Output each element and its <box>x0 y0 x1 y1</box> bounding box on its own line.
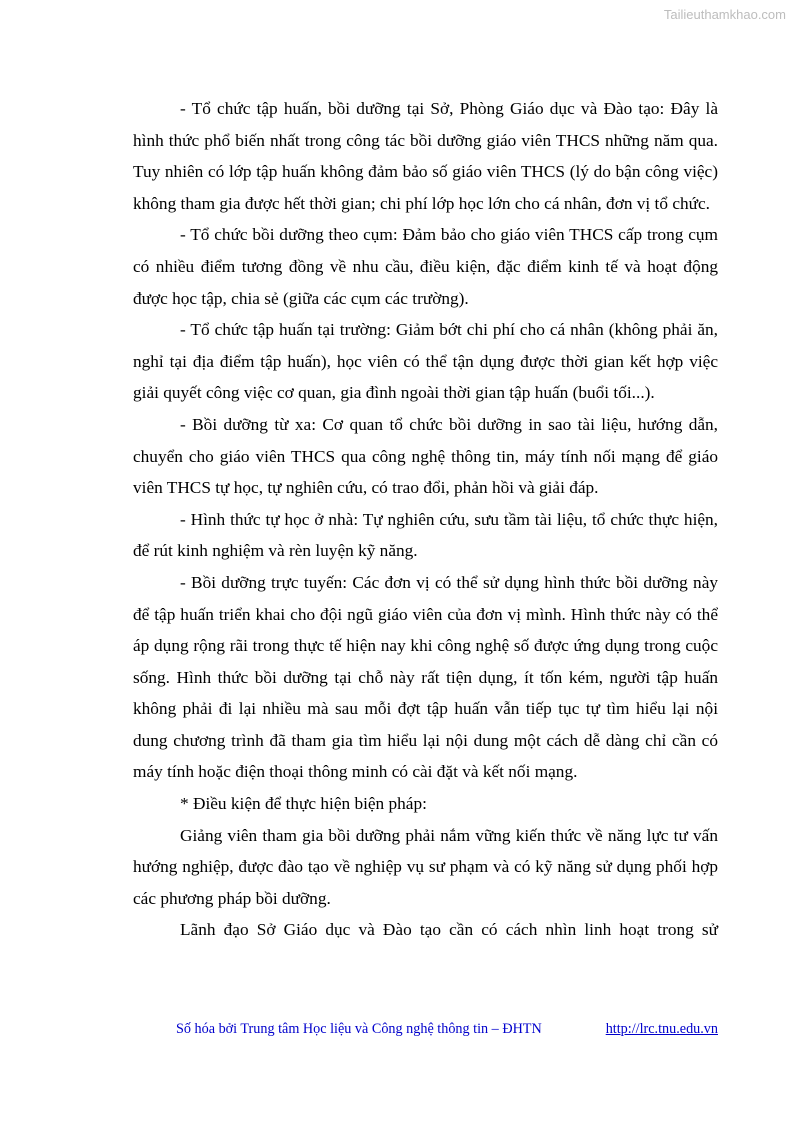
paragraph-self-study: - Hình thức tự học ở nhà: Tự nghiên cứu, sưu tầm tài liệu, tổ chức thực hiện, để rút kinh nghiệm và rèn luyện kỹ năng. <box>133 509 718 561</box>
paragraph-leadership: Lãnh đạo Sở Giáo dục và Đào tạo cần có cách nhìn linh hoạt trong sử <box>180 920 718 940</box>
paragraph-school-training: - Tổ chức tập huấn tại trường: Giảm bớt chi phí cho cá nhân (không phải ăn, nghỉ tại địa điểm tập huấn), học viên có thể tận dụng được thời gian kết hợp việc giải quyết công việc cơ quan, gia đình ngoài thời gian tập huấn (buổi tối...). <box>133 320 718 403</box>
paragraph-conditions-heading: * Điều kiện để thực hiện biện pháp: <box>180 794 427 814</box>
paragraph-distance-training: - Bồi dưỡng từ xa: Cơ quan tổ chức bồi dưỡng in sao tài liệu, hướng dẫn, chuyển cho giáo viên THCS qua công nghệ thông tin, máy tính nối mạng để giáo viên THCS tự học, tự nghiên cứu, có trao đổi, phản hồi và giải đáp. <box>133 414 718 498</box>
paragraph-lecturer-requirements: Giảng viên tham gia bồi dưỡng phải nắm vững kiến thức về năng lực tư vấn hướng nghiệp, được đào tạo về nghiệp vụ sư phạm và có kỹ năng sử dụng phối hợp các phương pháp bồi dưỡng. <box>133 825 718 908</box>
paragraph-online-training: - Bồi dưỡng trực tuyến: Các đơn vị có thể sử dụng hình thức bồi dưỡng này để tập huấn triển khai cho đội ngũ giáo viên của đơn vị mình. Hình thức này có thể áp dụng rộng rãi trong thực tế hiện nay khi công nghệ số được ứng dụng trong cuộc sống. Hình thức bồi dưỡng tại chỗ này rất tiện dụng, ít tốn kém, người tập huấn không phải đi lại nhiều mà sau mỗi đợt tập huấn vẫn tiếp tục tự tìm hiểu lại nội dung chương trình đã tham gia tìm hiểu lại nội dung một cách dễ dàng chỉ cần có máy tính hoặc điện thoại thông minh có cài đặt và kết nối mạng. <box>133 572 718 782</box>
footer-credit: Số hóa bởi Trung tâm Học liệu và Công nghệ thông tin – ĐHTN <box>176 1021 542 1037</box>
paragraph-cluster-training: - Tổ chức bồi dưỡng theo cụm: Đảm bảo cho giáo viên THCS cấp trong cụm có nhiều điểm tương đồng về nhu cầu, điều kiện, đặc điểm kinh tế và hoạt động được học tập, chia sẻ (giữa các cụm các trường). <box>133 225 718 308</box>
document-body <box>133 93 718 946</box>
watermark: Tailieuthamkhao.com <box>663 7 786 22</box>
footer-link[interactable]: http://lrc.tnu.edu.vn <box>605 1021 718 1037</box>
paragraph-training-at-department: - Tổ chức tập huấn, bồi dưỡng tại Sở, Phòng Giáo dục và Đào tạo: Đây là hình thức phổ biến nhất trong công tác bồi dưỡng giáo viên THCS những năm qua. Tuy nhiên có lớp tập huấn không đảm bảo số giáo viên THCS (lý do bận công việc) không tham gia được hết thời gian; chi phí lớp học lớn cho cá nhân, đơn vị tổ chức. <box>133 99 718 213</box>
